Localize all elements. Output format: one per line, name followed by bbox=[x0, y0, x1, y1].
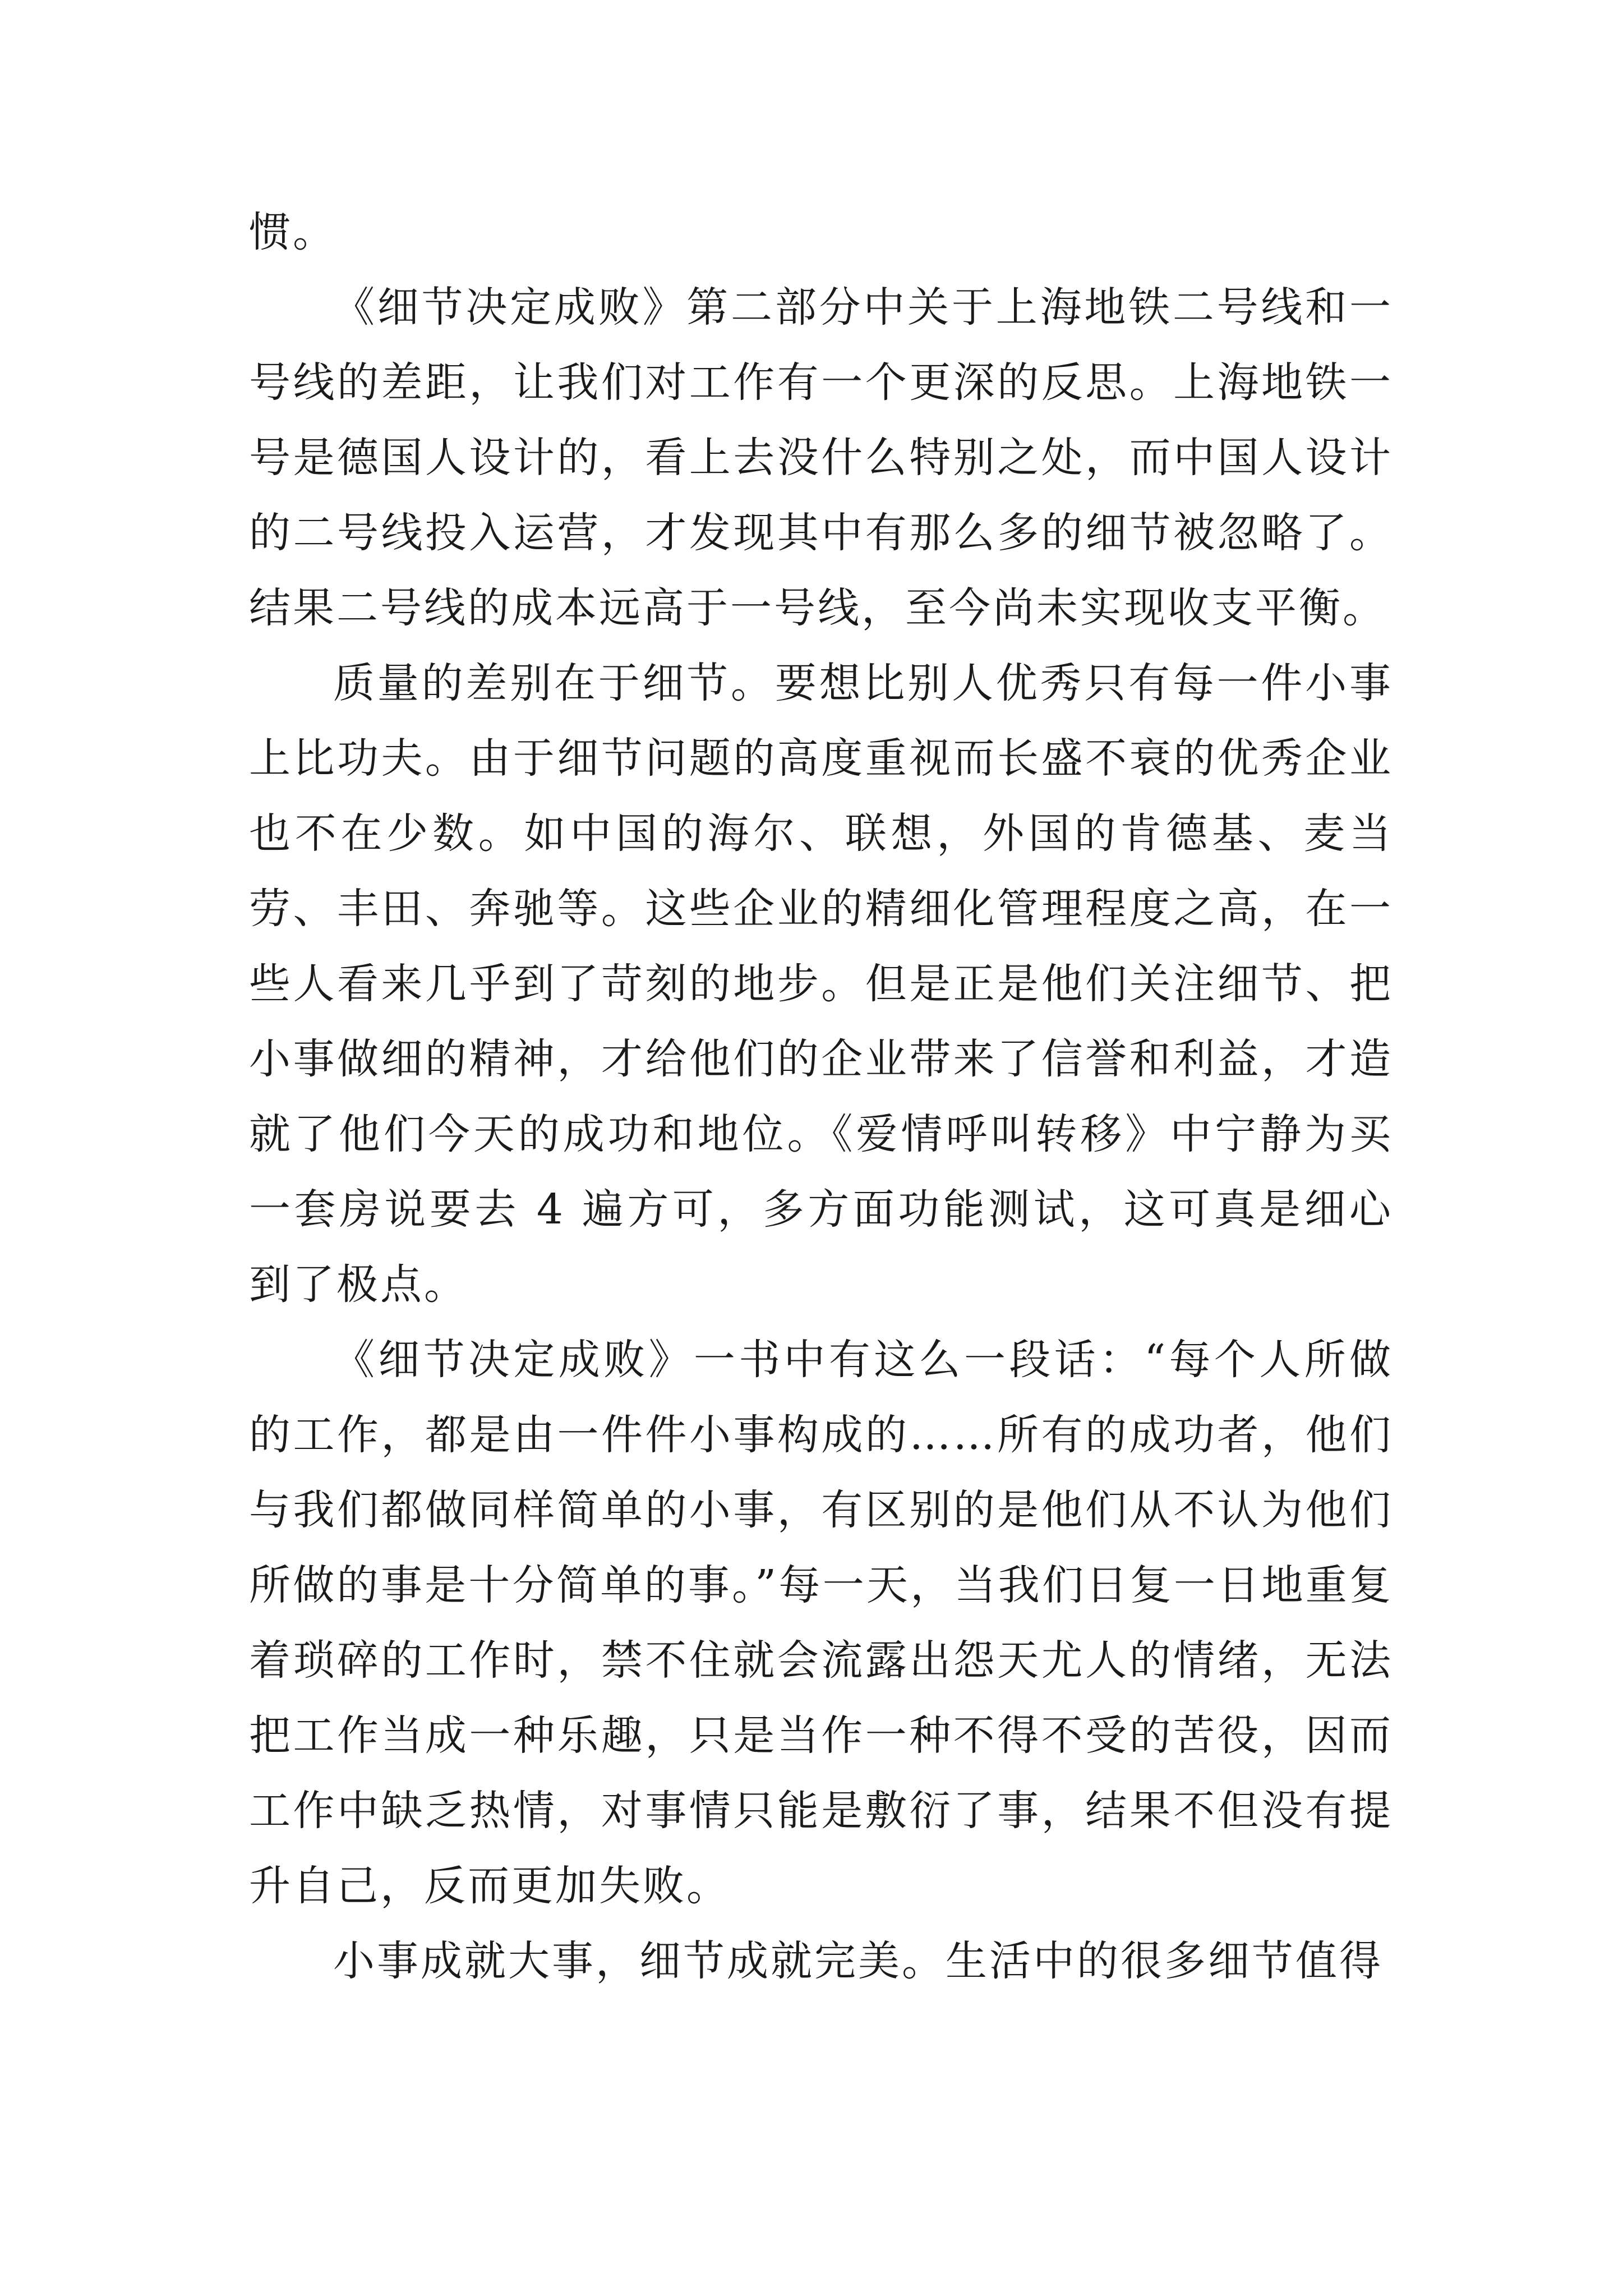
paragraph-1: 惯。 bbox=[249, 208, 336, 256]
paragraph-3: 质量的差别在于细节。要想比别人优秀只有每一件小事上比功夫。由于细节问题的高度重视而长盛不衰的优秀企业也不在少数。如中国的海尔、联想，外国的肯德基、麦当劳、丰田、奔驰等。这些企业的精细化管理程度之高，在一些人看来几乎到了苛刻的地步。但是正是他们关注细节、把小事做细的精神，才给他们的企业带来了信誉和利益，才造就了他们今天的成功和地位。《爱情呼叫转移》中宁静为买一套房说要去 4 遍方可，多方面功能测试，这可真是细心到了极点。 bbox=[249, 659, 1393, 1309]
paragraph-5: 小事成就大事，细节成就完美。生活中的很多细节值得 bbox=[333, 1937, 1383, 1985]
paragraph-4: 《细节决定成败》一书中有这么一段话：“每个人所做的工作，都是由一件件小事构成的……所有的成功者，他们与我们都做同样简单的小事，有区别的是他们从不认为他们所做的事是十分简单的事。”每一天，当我们日复一日地重复着琐碎的工作时，禁不住就会流露出怨天尤人的情绪，无法把工作当成一种乐趣，只是当作一种不得不受的苦役，因而工作中缺乏热情，对事情只能是敷衍了事，结果不但没有提升自己，反而更加失败。 bbox=[249, 1336, 1393, 1910]
paragraph-2: 《细节决定成败》第二部分中关于上海地铁二号线和一号线的差距，让我们对工作有一个更深的反思。上海地铁一号是德国人设计的，看上去没什么特别之处，而中国人设计的二号线投入运营，才发现其中有那么多的细节被忽略了。结果二号线的成本远高于一号线，至今尚未实现收支平衡。 bbox=[249, 283, 1393, 632]
document-body bbox=[249, 195, 1393, 1999]
